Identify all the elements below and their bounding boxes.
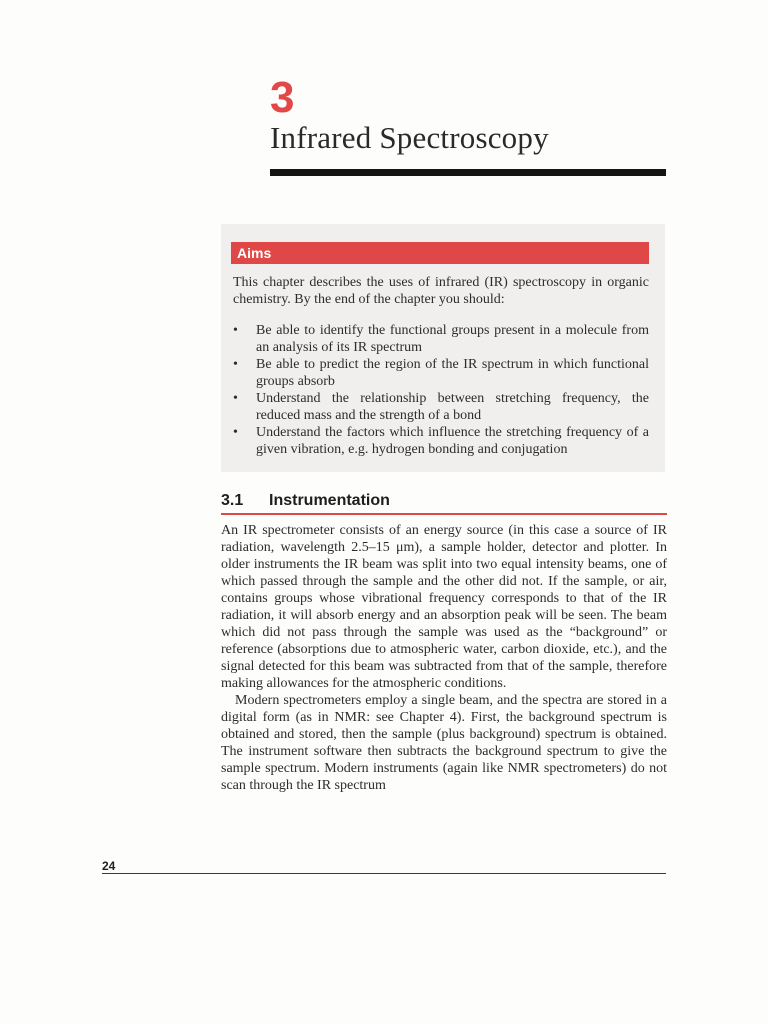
page-number: 24 [102, 859, 116, 873]
aims-header-bar [231, 242, 649, 264]
aims-label: Aims [237, 245, 272, 261]
bullet-icon: • [233, 425, 238, 440]
aims-list-item [233, 424, 649, 458]
aims-item-text: Be able to predict the region of the IR spectrum in which functional groups absorb [256, 357, 649, 389]
section-title: Instrumentation [269, 492, 390, 509]
body-paragraph: Modern spectrometers employ a single beam, and the spectra are stored in a digital form (as in NMR: see Chapter 4). First, the background spectrum is obtained and stored, then the sample (plus background) spectrum is obtained. The instrument software then subtracts the background spectrum to give the sample spectrum. Modern instruments (again like NMR spectrometers) do not scan through the IR spectrum [221, 693, 667, 793]
aims-item-text: Understand the relationship between stretching frequency, the reduced mass and the strength of a bond [256, 391, 649, 423]
chapter-title: Infrared Spectroscopy [270, 120, 549, 155]
aims-list-item [233, 322, 649, 356]
chapter-number: 3 [270, 73, 295, 122]
aims-list-item [233, 356, 649, 390]
section-rule [221, 513, 667, 515]
section-heading [221, 491, 390, 511]
bullet-icon: • [233, 357, 238, 372]
aims-list-item [233, 390, 649, 424]
bullet-icon: • [233, 323, 238, 338]
footer-rule [102, 873, 666, 874]
body-paragraph: An IR spectrometer consists of an energy source (in this case a source of IR radiation, wavelength 2.5–15 μm), a sample holder, detector and plotter. In older instruments the IR beam was split into two equal intensity beams, one of which passed through the sample and the other did not. If the sample, or air, contains groups whose vibrational frequency corresponds to that of the IR radiation, it will absorb energy and an absorption peak will be seen. The beam which did not pass through the sample was used as the “background” or reference (absorptions due to atmospheric water, carbon dioxide, etc.), and the signal detected for this beam was subtracted from that of the sample, therefore making allowances for the atmospheric conditions. [221, 523, 667, 691]
body-text [221, 522, 667, 794]
title-rule [270, 169, 666, 176]
section-number: 3.1 [221, 492, 244, 509]
bullet-icon: • [233, 391, 238, 406]
aims-list [233, 322, 649, 458]
aims-item-text: Be able to identify the functional groups present in a molecule from an analysis of its IR spectrum [256, 323, 649, 355]
aims-intro: This chapter describes the uses of infrared (IR) spectroscopy in organic chemistry. By the end of the chapter you should: [233, 275, 649, 307]
aims-item-text: Understand the factors which influence the stretching frequency of a given vibration, e.g. hydrogen bonding and conjugation [256, 425, 649, 457]
